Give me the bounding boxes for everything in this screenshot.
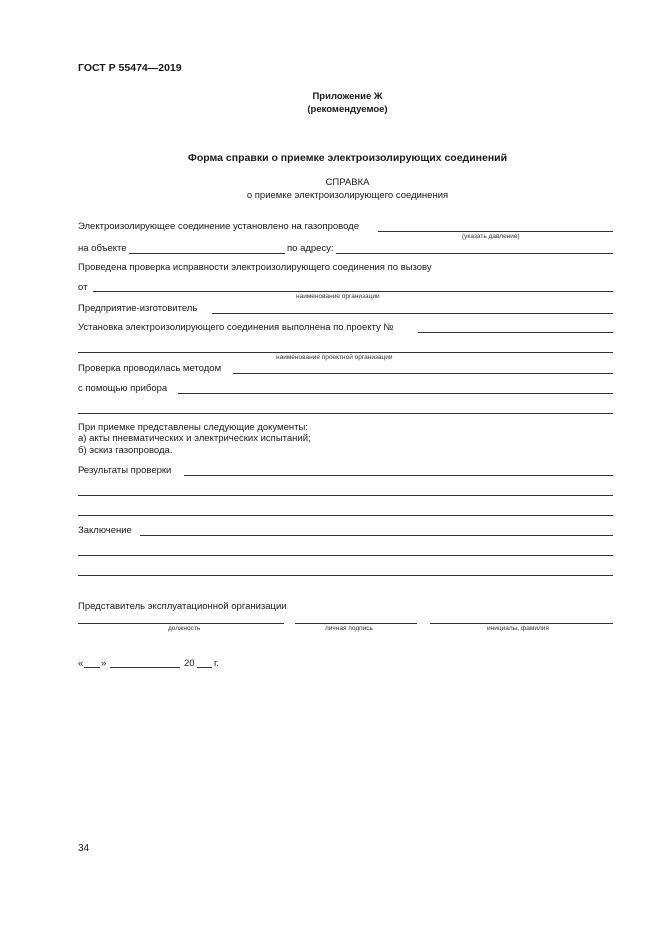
date-year-prefix: 20 (184, 658, 195, 669)
field-position[interactable] (78, 623, 284, 624)
doc-b: б) эскиз газопровода. (78, 445, 173, 456)
certificate-subtitle: о приемке электроизолирующего соединения (246, 190, 449, 201)
docs-intro: При приемке представлены следующие документы: (78, 422, 308, 433)
field-calling-org[interactable] (93, 291, 613, 292)
field-manufacturer[interactable] (212, 313, 613, 314)
label-on-object: на объекте (78, 243, 127, 254)
certificate-title: СПРАВКА (325, 177, 370, 188)
appendix-status: (рекомендуемое) (307, 104, 388, 115)
field-project-number[interactable] (418, 332, 613, 333)
hint-signature: личная подпись (325, 625, 373, 632)
field-device-cont[interactable] (78, 413, 613, 414)
field-initials[interactable] (430, 623, 613, 624)
label-method: Проверка проводилась методом (78, 363, 222, 374)
date-open-quote: « (78, 658, 84, 669)
label-check-done: Проведена проверка исправности электроизолирующего соединения по вызову (78, 262, 432, 273)
label-joint-installed: Электроизолирующее соединение установлено на газопроводе (78, 221, 360, 232)
field-conclusion-2[interactable] (78, 555, 613, 556)
field-month[interactable] (110, 667, 180, 668)
form-title: Форма справки о приемке электроизолирующих соединений (187, 152, 508, 164)
field-day[interactable] (84, 667, 100, 668)
field-design-org[interactable] (78, 352, 613, 353)
field-address[interactable] (336, 253, 613, 254)
hint-initials: инициалы, фамилия (487, 625, 549, 632)
field-results-3[interactable] (78, 515, 613, 516)
hint-org-name: наименование организации (296, 293, 380, 300)
doc-a: а) акты пневматических и электрических испытаний; (78, 433, 311, 444)
field-conclusion[interactable] (140, 535, 613, 536)
label-manufacturer: Предприятие-изготовитель (78, 303, 198, 314)
date-year-suffix: г. (214, 658, 219, 669)
field-object[interactable] (129, 253, 285, 254)
label-conclusion: Заключение (78, 525, 132, 536)
field-pipeline[interactable] (378, 231, 613, 232)
field-results[interactable] (184, 475, 613, 476)
appendix-title: Приложение Ж (312, 91, 383, 102)
hint-design-org: наименование проектной организации (276, 354, 393, 361)
label-representative: Представитель эксплуатационной организации (78, 601, 287, 612)
date-close-quote: » (101, 658, 107, 669)
field-results-2[interactable] (78, 495, 613, 496)
label-from: от (78, 282, 88, 293)
field-method[interactable] (233, 373, 613, 374)
label-device: с помощью прибора (78, 383, 168, 394)
field-signature[interactable] (295, 623, 417, 624)
hint-position: должность (168, 625, 201, 632)
label-results: Результаты проверки (78, 465, 172, 476)
label-install-project: Установка электроизолирующего соединения выполнена по проекту № (78, 322, 394, 333)
field-year[interactable] (197, 667, 212, 668)
hint-pressure: (указать давление) (462, 233, 520, 240)
page-number: 34 (78, 843, 90, 854)
label-at-address: по адресу: (287, 243, 334, 254)
field-conclusion-3[interactable] (78, 575, 613, 576)
field-device[interactable] (178, 393, 613, 394)
standard-number: ГОСТ Р 55474—2019 (78, 62, 182, 74)
